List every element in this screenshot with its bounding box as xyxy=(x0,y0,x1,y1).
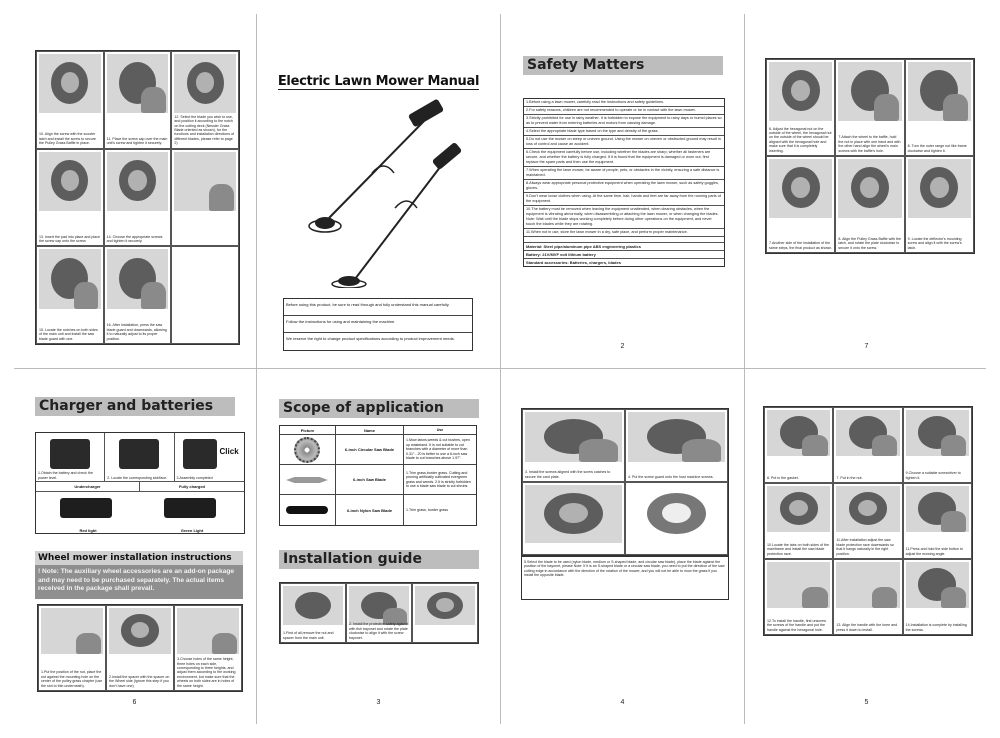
saw-blade-icon xyxy=(286,477,328,483)
step-photo xyxy=(767,562,830,608)
step-photo xyxy=(174,54,236,113)
step-caption: 1.First of all,remove the nut and spacer from the main unit. xyxy=(283,631,334,640)
step-photo xyxy=(769,159,832,218)
safety-rule: 2.For safety reasons, children are not recommended to operate or be in contact with the lawn mower. xyxy=(524,107,724,115)
step-photo xyxy=(525,485,622,543)
blade-use: 1.Trim grass,border grass. Cutting and pruning artificially cultivated evergreen grass and weeds. 2.It is strictly forbidden to use a blade saw blade to cut shrubs. xyxy=(406,470,471,488)
steps-grid xyxy=(35,50,240,345)
step-photo xyxy=(39,152,101,211)
safety-rule: 8.Always wear appropriate personal protective equipment when operating the lawn mower, such as safety goggles, gloves. xyxy=(524,180,724,193)
page-number: 3 xyxy=(376,699,381,706)
step-caption: 1.Obtain the battery and check the power level. xyxy=(38,471,93,480)
status-header-row xyxy=(36,481,244,491)
step-caption: 9. Locate the deflector's mounting screw and align it with the screw's latch. xyxy=(907,236,962,250)
safety-rule: 7.When operating the lawn mower, be aware of people, pets, or obstacles in the vicinity, ensuring a safe distance is maintained. xyxy=(524,167,724,180)
step-cell xyxy=(905,156,974,253)
step-cell xyxy=(412,583,478,643)
step-cell xyxy=(104,246,172,344)
status-header: Undercharger xyxy=(36,482,140,492)
step-caption: 11.After installation adjust the saw blade protection race downwards so that it hangs naturally in the right position. xyxy=(836,538,894,556)
step-cell xyxy=(171,51,239,149)
step-caption: 14. Choose the appropriate screws and tighten it securely. xyxy=(106,234,163,243)
step-cell xyxy=(625,409,728,482)
step-cell-empty xyxy=(171,246,239,344)
step-photo xyxy=(838,62,901,121)
step-caption: 12. Select the blade you wish to use, and position it according to the notch on the cutting deck (Nessler Grass Blade oriented as shown), for the functions and installation directions of different blades, please refer to page 2) xyxy=(174,114,235,146)
safety-rule: 3.Strictly prohibited for use in rainy weather. It is forbidden to expose the equipment to rainy days or humid places so as to prevent water from entering batteries and motors from causing damage. xyxy=(524,115,724,128)
step-cell xyxy=(38,605,106,691)
safety-rule: 4.Select the appropriate blade type based on the type and density of the grass. xyxy=(524,128,724,136)
step-caption: 1.Put the position of the nut, place the nut against the mounting hole on the center of the pulley grass chapter (use the slot to thin underneath). xyxy=(41,670,103,688)
step-cell xyxy=(36,51,104,149)
step-caption: 2. Install the protective safety against with fish bayonet and rotate the plate clockwise to align it with the screw bayonet. xyxy=(349,622,409,640)
step-caption: 3. Install the screws aligned with the screw catches to secure the card plate. xyxy=(525,470,611,479)
cover-notes xyxy=(283,298,473,351)
step-photo xyxy=(836,486,899,532)
cover-note: Follow the instructions for using and maintaining the machine. xyxy=(284,316,472,333)
step-caption: 11.Press and hold the side button to adjust the mowing angle. xyxy=(905,547,963,556)
safety-table xyxy=(523,98,725,267)
column-header: Name xyxy=(336,426,404,434)
step-caption: 10. Align the screw with the scooter latch and install the screw to secure the Pulley Grass Baffle in place. xyxy=(39,132,96,146)
step-caption: 16. After installation, press the saw blade guard and downwards, allowing it to naturally adjust to its proper position. xyxy=(106,323,167,341)
step-caption: 7. Put in the nut. xyxy=(836,475,863,480)
step-cell xyxy=(833,559,902,635)
step-photo xyxy=(39,249,101,308)
charger-table xyxy=(35,432,245,534)
step-photo xyxy=(41,608,103,654)
status-row xyxy=(36,491,244,535)
step-caption: 5.Select the blade to be used (nylon blade, medium or S-shaped blade, and circular saw blade), place the blade against the position of the bayonet, please Note: If it is an S-shaped blade or a circular saw blade, you need to put the direction of the saw cutting edge in accordance with the direction of the rotation of the mower, and you will not be able to mow the grass if you install the opposite blade. xyxy=(524,560,725,578)
step-photo xyxy=(906,486,969,532)
step-cell xyxy=(104,149,172,247)
step-photo xyxy=(906,410,969,456)
page-number: 5 xyxy=(864,699,869,706)
step-photo xyxy=(107,152,169,211)
step-caption: 8. Align the Pulley Grass Baffle with the latch, and rotate the plate clockwise to secure it onto the screw. xyxy=(838,236,901,250)
step-photo xyxy=(767,486,830,532)
step-caption: 2. Locate the corresponding slot/face. xyxy=(107,475,168,480)
cover-note: We reserve the right to change product specifications according to product improvement needs. xyxy=(286,336,455,341)
fold-line xyxy=(14,368,986,369)
page-scope xyxy=(257,370,500,724)
wheel-install-grid xyxy=(37,604,243,692)
table-row xyxy=(280,495,476,525)
charger-icon xyxy=(183,439,217,469)
wheel-note-box xyxy=(35,551,243,599)
step-photo xyxy=(109,608,171,654)
page-top-left xyxy=(13,14,256,368)
install-grid xyxy=(279,582,479,644)
page-charger xyxy=(13,370,256,724)
blade-name: 6-inch Circular Saw Blade xyxy=(336,435,404,464)
safety-rule: 11.When not in use, store the lawn mower in a dry, safe place, and perform proper maintenance. xyxy=(524,229,724,237)
blade-note-box xyxy=(521,556,729,600)
step-photo xyxy=(836,562,899,608)
page-number: 4 xyxy=(620,699,625,706)
page-steps-5 xyxy=(745,370,988,724)
step-caption: 13. Align the handle with the knee and press it down to install. xyxy=(836,623,898,632)
battery-icon xyxy=(50,439,90,469)
safety-title: Safety Matters xyxy=(523,56,723,75)
page-cover xyxy=(257,14,500,368)
safety-rule: 5.Do not use the mower on steep or uneven ground. Using the mower on uneven or obstructed ground may result in loss of control and cause an accident. xyxy=(524,136,724,149)
accessories-spec: Standard accessories: Batteries, chargers, blades xyxy=(526,260,621,265)
step-caption: 12.To install the handle, first unscrew the screws of the handle and put the handle against the hexagonal hole. xyxy=(767,618,826,632)
page-steps-4 xyxy=(501,370,744,724)
step-caption: 2.Install the spacer with the spacer on the Wheel side (ignore this step if you don't have one). xyxy=(109,674,170,688)
step-photo xyxy=(107,249,169,308)
step-cell xyxy=(36,246,104,344)
step-cell xyxy=(280,583,346,643)
step-cell xyxy=(625,482,728,555)
step-cell xyxy=(835,59,904,156)
click-label: Click xyxy=(219,447,239,456)
step-cell xyxy=(766,156,835,253)
step-caption: 14.Installation is complete by installing the screws. xyxy=(905,623,967,632)
step-cell xyxy=(174,605,242,691)
column-header: Use xyxy=(436,427,444,432)
step-caption: 3.Choose holes of the same height, three holes on each side, corresponding to three heights, and adjust them according to the working environment, but make sure that the wheels on both sides are in holes of the same height. xyxy=(177,657,236,688)
safety-rule: 9.Don't wear loose clothes when using. At the same time, hair, hands and feet are far away from the running parts of the equipment. xyxy=(524,193,724,206)
light-label: Red light xyxy=(79,528,97,533)
charger-step xyxy=(105,433,174,481)
step-cell xyxy=(106,605,174,691)
step-photo xyxy=(767,410,830,456)
step-cell xyxy=(833,483,902,559)
page-number: 7 xyxy=(864,343,869,350)
step-caption: 3.Assembly completed xyxy=(176,475,213,480)
step-cell xyxy=(766,59,835,156)
step-photo xyxy=(107,54,169,113)
step-caption: 11. Place the screw cap over the main unit's screw and tighten it securely. xyxy=(106,136,168,146)
step-photo xyxy=(628,412,725,462)
charger-title: Charger and batteries xyxy=(35,397,235,416)
step-caption: 6. Adjust the hexagonal nut on the outside of the wheel, the hexagonal nut on the outside of the wheel should be aligned with the hexagonal hole and make sure that it is completely inserting. xyxy=(769,126,832,153)
page-number: 6 xyxy=(132,699,137,706)
cover-note: Before using this product, be sure to read through and fully understand this manual carefully. xyxy=(284,299,472,316)
charger-step xyxy=(175,433,244,481)
circular-saw-blade-icon xyxy=(294,437,320,463)
step-cell xyxy=(833,407,902,483)
table-row xyxy=(280,465,476,495)
step-photo xyxy=(177,608,239,654)
wheel-title: Wheel mower installation instructions xyxy=(35,551,243,565)
blade-use: 1.Mow lawns,weeds & cut bushes, open up wasteland. It is not suitable to cut branches with a diameter of more than 0.31" - 20 is better to use a 6-inch saw blade to cut branches above 1.97". xyxy=(406,438,470,461)
scope-table xyxy=(279,425,477,526)
battery-icon xyxy=(164,498,216,518)
step-caption: 9.Choose a suitable screwdriver to tighten it. xyxy=(905,471,961,480)
step-cell xyxy=(346,583,412,643)
step-cell xyxy=(764,559,833,635)
step-cell xyxy=(522,409,625,482)
step-caption: 13. Insert the pad into place and place the screw cap onto the screw. xyxy=(39,234,100,243)
step-cell xyxy=(835,156,904,253)
blade-name: 6-inch Nylon Saw Blade xyxy=(336,495,404,525)
scope-title: Scope of application xyxy=(279,399,479,418)
step-photo xyxy=(838,159,901,218)
cover-title: Electric Lawn Mower Manual xyxy=(277,74,480,89)
charger-step xyxy=(36,433,105,481)
step-photo xyxy=(769,62,832,121)
step-photo xyxy=(908,159,971,218)
wheel-steps-grid xyxy=(765,58,975,254)
step-photo xyxy=(908,62,971,121)
step-photo xyxy=(349,586,409,625)
step-caption: 10.Locate the tabs on both sides of the mainframe and install the saw blade protection race. xyxy=(767,542,829,556)
light-label: Green Light xyxy=(180,528,204,533)
step-cell xyxy=(903,559,972,635)
step-caption: 4. Put the screw guard onto the host machine screws. xyxy=(628,474,714,479)
steps-grid xyxy=(763,406,973,636)
safety-rule: 1.Before using a lawn mower, carefully read the instructions and safety guidelines. xyxy=(524,99,724,107)
blade-use: 1.Trim grass, border grass xyxy=(406,507,449,512)
step-cell xyxy=(104,51,172,149)
page-number: 2 xyxy=(620,343,625,350)
step-caption: 8. Turn the outer range nut like frame clockwise and tighten it. xyxy=(907,144,967,153)
charger-icon xyxy=(119,439,159,469)
wheel-note: ! Note: The auxiliary wheel accessories are an add-on package and may need to be purchased separately. The actual items received in the package shall prevail. xyxy=(38,568,235,592)
step-cell xyxy=(903,483,972,559)
column-header: Picture xyxy=(280,426,336,434)
status-header: Fully charged xyxy=(178,484,205,489)
step-photo xyxy=(906,562,969,608)
step-photo xyxy=(39,54,101,113)
table-row xyxy=(280,435,476,465)
step-photo xyxy=(283,586,343,625)
safety-rule: 10.The battery must be removed when leaving the equipment unattended, when clearing obstacles, when the equipment is vibrating abnormally, when disassembling or attaching the lawn mower, or when changing the blades. Note: Wait until the blade stops working completely before doing other operations on the equipment, and never touch the blades while they are rotating. xyxy=(524,206,724,229)
step-caption: 7.Another side of the installation of the same steps, the final product as shown. xyxy=(769,241,833,250)
step-photo xyxy=(174,152,236,211)
mower-illustration-icon xyxy=(287,98,472,288)
step-caption: 7.Attach the wheel to the baffle, hold the nut in place with one hand and with the other hand align the wheel's main screws with the baffle's hole. xyxy=(838,135,901,153)
blade-name: 6-inch Saw Blade xyxy=(336,465,404,494)
step-cell xyxy=(903,407,972,483)
steps-grid xyxy=(521,408,729,556)
page-top-right xyxy=(745,14,988,368)
step-cell xyxy=(764,407,833,483)
step-cell xyxy=(36,149,104,247)
step-photo xyxy=(628,485,725,543)
battery-spec: Battery: 21V/MVF volt lithium battery xyxy=(524,251,724,259)
safety-rule: 6.Check the equipment carefully before use, including whether the blades are sharp, whether all fasteners are secure, and whether the battery is fully charged. If it is found that the equipment is damaged or worn out, first replace the spare parts and then use the equipment. xyxy=(524,149,724,167)
battery-icon xyxy=(60,498,112,518)
step-caption: 8. Put in the gasket. xyxy=(767,475,799,480)
page-safety xyxy=(501,14,744,368)
step-photo xyxy=(415,586,475,625)
scope-header-row xyxy=(280,426,476,435)
step-cell xyxy=(522,482,625,555)
material-spec: Material: Steel pipe/aluminum pipe ABS engineering plastics xyxy=(524,243,724,251)
step-cell xyxy=(905,59,974,156)
step-caption: 15. Locate the notches on both sides of the main unit and install the saw blade guard with one. xyxy=(39,327,98,341)
step-cell xyxy=(764,483,833,559)
nylon-blade-icon xyxy=(286,506,328,514)
step-cell xyxy=(171,149,239,247)
install-title: Installation guide xyxy=(279,550,479,569)
step-photo xyxy=(836,410,899,456)
step-photo xyxy=(525,412,622,462)
